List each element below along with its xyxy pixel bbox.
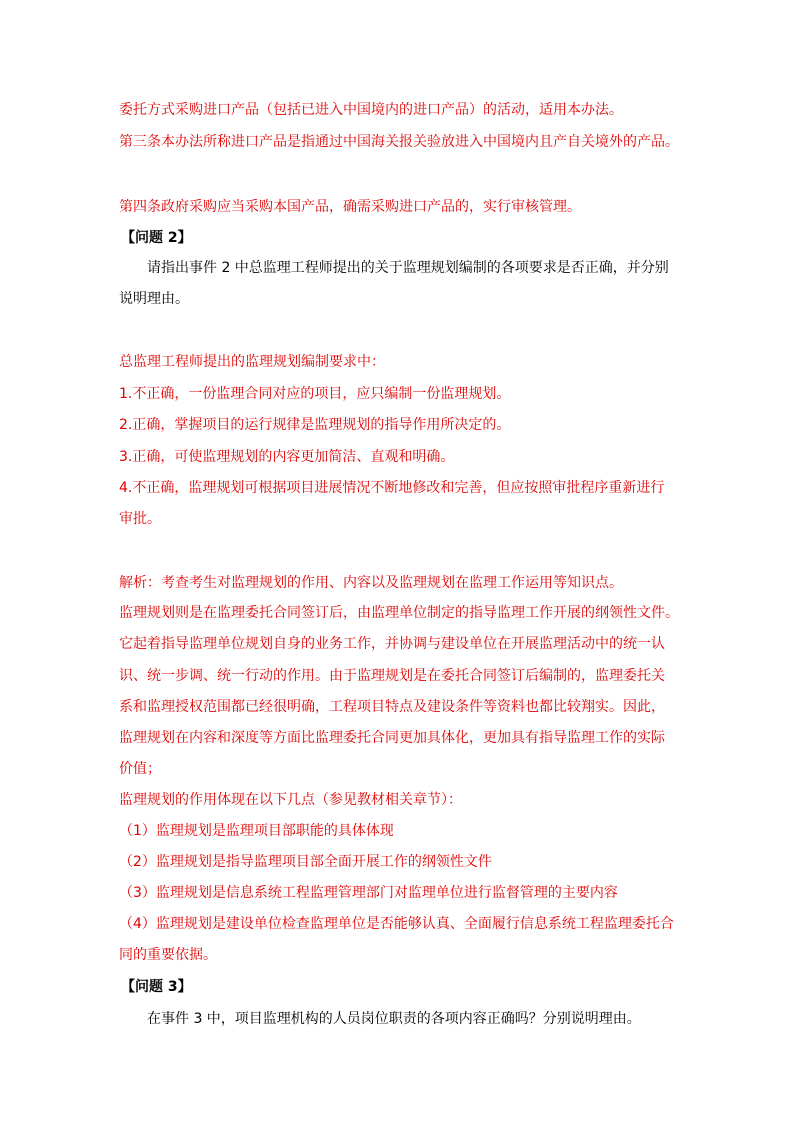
paragraph-line: 委托方式采购进口产品（包括已进入中国境内的进口产品）的活动，适用本办法。 xyxy=(119,102,623,118)
analysis-line: 监理规划则是在监理委托合同签订后，由监理单位制定的指导监理工作开展的纲领性文件。 xyxy=(119,605,679,621)
question-2-text: 说明理由。 xyxy=(119,291,189,307)
analysis-line: 监理规划的作用体现在以下几点（参见教材相关章节）： xyxy=(119,792,462,808)
analysis-point: 同的重要依据。 xyxy=(119,947,217,963)
analysis-point: （1）监理规划是监理项目部职能的具体体现 xyxy=(119,823,394,839)
answer-item: 1.不正确，一份监理合同对应的项目，应只编制一份监理规划。 xyxy=(119,386,511,402)
question-3-heading: 【问题 3】 xyxy=(121,979,192,995)
analysis-point: （3）监理规划是信息系统工程监理管理部门对监理单位进行监督管理的主要内容 xyxy=(119,885,618,901)
analysis-line: 它起着指导监理单位规划自身的业务工作，并协调与建设单位在开展监理活动中的统一认 xyxy=(119,636,665,652)
answer-item: 4.不正确，监理规划可根据项目进展情况不断地修改和完善，但应按照审批程序重新进行 xyxy=(119,480,665,496)
analysis-line: 价值； xyxy=(119,761,161,777)
paragraph-line: 第三条本办法所称进口产品是指通过中国海关报关验放进入中国境内且产自关境外的产品。 xyxy=(119,134,679,150)
answer-item: 2.正确，掌握项目的运行规律是监理规划的指导作用所决定的。 xyxy=(119,417,511,433)
analysis-line: 识、统一步调、统一行动的作用。由于监理规划是在委托合同签订后编制的，监理委托关 xyxy=(119,668,665,684)
question-2-text: 请指出事件 2 中总监理工程师提出的关于监理规划编制的各项要求是否正确，并分别 xyxy=(147,260,669,276)
paragraph-line: 第四条政府采购应当采购本国产品，确需采购进口产品的，实行审核管理。 xyxy=(119,199,581,215)
question-3-text: 在事件 3 中，项目监理机构的人员岗位职责的各项内容正确吗？分别说明理由。 xyxy=(147,1011,641,1027)
analysis-line: 系和监理授权范围都已经很明确，工程项目特点及建设条件等资料也都比较翔实。因此， xyxy=(119,699,665,715)
analysis-line: 监理规划在内容和深度等方面比监理委托合同更加具体化，更加具有指导监理工作的实际 xyxy=(119,730,665,746)
analysis-point: （2）监理规划是指导监理项目部全面开展工作的纲领性文件 xyxy=(119,854,492,870)
analysis-point: （4）监理规划是建设单位检查监理单位是否能够认真、全面履行信息系统工程监理委托合 xyxy=(119,916,674,932)
answer-item: 审批。 xyxy=(119,511,161,527)
analysis-line: 解析：考查考生对监理规划的作用、内容以及监理规划在监理工作运用等知识点。 xyxy=(119,575,623,591)
question-2-heading: 【问题 2】 xyxy=(121,230,192,246)
answer-intro: 总监理工程师提出的监理规划编制要求中： xyxy=(119,354,385,370)
answer-item: 3.正确，可使监理规划的内容更加简洁、直观和明确。 xyxy=(119,449,455,465)
